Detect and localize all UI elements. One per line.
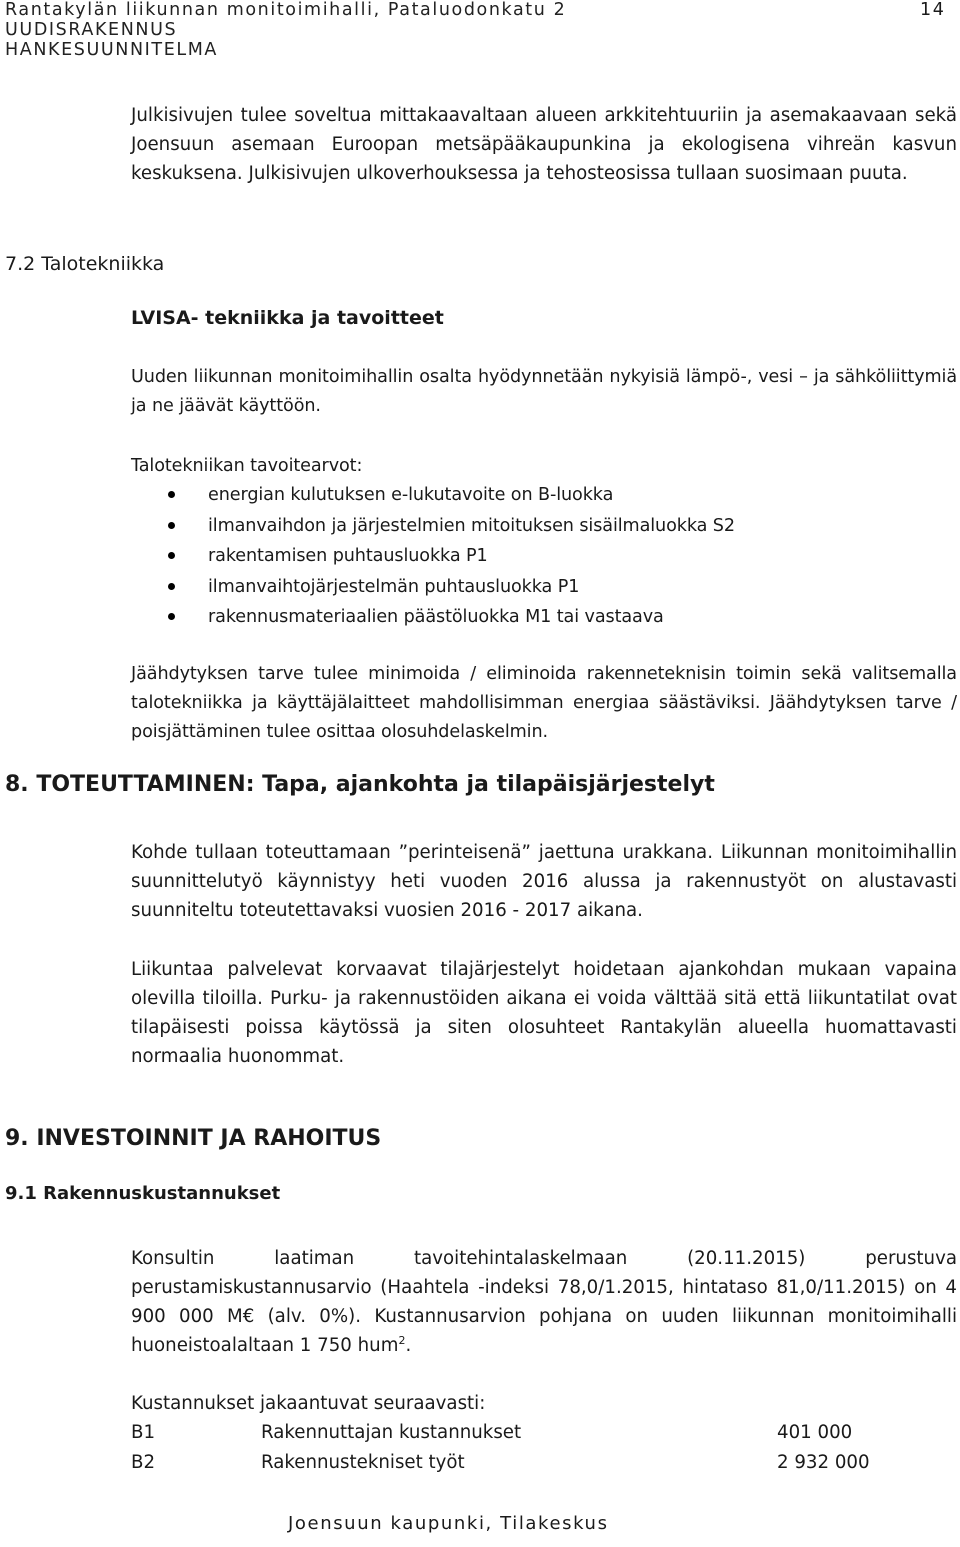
cost-code: B2 — [131, 1452, 156, 1473]
superscript: 2 — [398, 1333, 406, 1347]
bullet-icon — [168, 552, 175, 559]
costs-intro: Kustannukset jakaantuvat seuraavasti: — [131, 1393, 486, 1414]
cost-amount: 2 932 000 — [777, 1452, 870, 1473]
cost-label: Rakennustekniset työt — [261, 1452, 465, 1473]
section-9-1-heading: 9.1 Rakennuskustannukset — [5, 1183, 281, 1204]
footer: Joensuun kaupunki, Tilakeskus — [288, 1513, 609, 1534]
cost-row — [131, 1418, 891, 1448]
page-number: 14 — [920, 0, 946, 20]
list-item: rakennusmateriaalien päästöluokka M1 tai vastaava — [131, 602, 951, 633]
list-item: energian kulutuksen e-lukutavoite on B-luokka — [131, 480, 951, 511]
bullet-icon — [168, 491, 175, 498]
section-7-2-intro: Uuden liikunnan monitoimihallin osalta hyödynnetään nykyisiä lämpö-, vesi – ja sähköliittymiä ja ne jäävät käyttöön. — [131, 367, 957, 416]
section-7-2-label: 7.2 Talotekniikka — [5, 253, 165, 275]
section-7-2-subheading: LVISA- tekniikka ja tavoitteet — [131, 307, 444, 329]
cost-amount: 401 000 — [777, 1422, 853, 1443]
bullet-icon — [168, 522, 175, 529]
list-item: rakentamisen puhtausluokka P1 — [131, 541, 951, 572]
section-8-paragraph-2: Liikuntaa palvelevat korvaavat tilajärjestelyt hoidetaan ajankohdan mukaan vapaina olevilla tiloilla. Purku- ja rakennustöiden aikana ei voida välttää sitä että liikuntatilat ovat tilapäisesti poissa käytössä ja siten olosuhteet Rantakylän alueella huomattavasti normaalia huonommat. — [131, 959, 957, 1067]
cost-code: B1 — [131, 1422, 156, 1443]
section-9-heading: 9. INVESTOINNIT JA RAHOITUS — [5, 1126, 382, 1151]
list-item: ilmanvaihtojärjestelmän puhtausluokka P1 — [131, 572, 951, 603]
header-project-title: Rantakylän liikunnan monitoimihalli, Pataluodonkatu 2 — [5, 0, 567, 20]
cooling-paragraph: Jäähdytyksen tarve tulee minimoida / eliminoida rakenneteknisin toimin sekä valitsemalla talotekniikka ja käyttäjälaitteet mahdollisimman energiaa säästäviksi. Jäähdytyksen tarve / poisjättäminen tulee osittaa olosuhdelaskelmin. — [131, 664, 957, 742]
section-8-heading: 8. TOTEUTTAMINEN: Tapa, ajankohta ja tilapäisjärjestelyt — [5, 772, 715, 797]
section-9-1-paragraph: Konsultin laatiman tavoitehintalaskelmaan (20.11.2015) perustuva perustamiskustannusarvio (Haahtela -indeksi 78,0/1.2015, hintataso 81,0/11.2015) on 4 900 000 M€ (alv. 0%). Kustannusarvion pohjana on uuden liikunnan monitoimihalli huoneistoalaltaan 1 750 hum$^2$. — [131, 1248, 957, 1356]
cost-label: Rakennuttajan kustannukset — [261, 1422, 522, 1443]
targets-heading: Talotekniikan tavoitearvot: — [131, 456, 363, 476]
facade-paragraph: Julkisivujen tulee soveltua mittakaavaltaan alueen arkkitehtuuriin ja asemakaavaan sekä Joensuun asemaan Euroopan metsäpääkaupunkina ja ekologisena vihreän kasvun keskuksena. Julkisivujen ulkoverhouksessa ja tehosteosissa tullaan suosimaan puuta. — [131, 105, 957, 184]
bullet-icon — [168, 583, 175, 590]
header-project-type: UUDISRAKENNUS — [5, 20, 178, 40]
bullet-icon — [168, 613, 175, 620]
section-8-paragraph-1: Kohde tullaan toteuttamaan ”perinteisenä” jaettuna urakkana. Liikunnan monitoimihallin suunnittelutyö käynnistyy heti vuoden 2016 alussa ja rakennustyöt on alustavasti suunniteltu toteutettavaksi vuosien 2016 - 2017 aikana. — [131, 842, 957, 921]
targets-list — [131, 480, 951, 633]
header-document-type: HANKESUUNNITELMA — [5, 40, 218, 60]
cost-row — [131, 1448, 891, 1478]
list-item: ilmanvaihdon ja järjestelmien mitoituksen sisäilmaluokka S2 — [131, 511, 951, 542]
